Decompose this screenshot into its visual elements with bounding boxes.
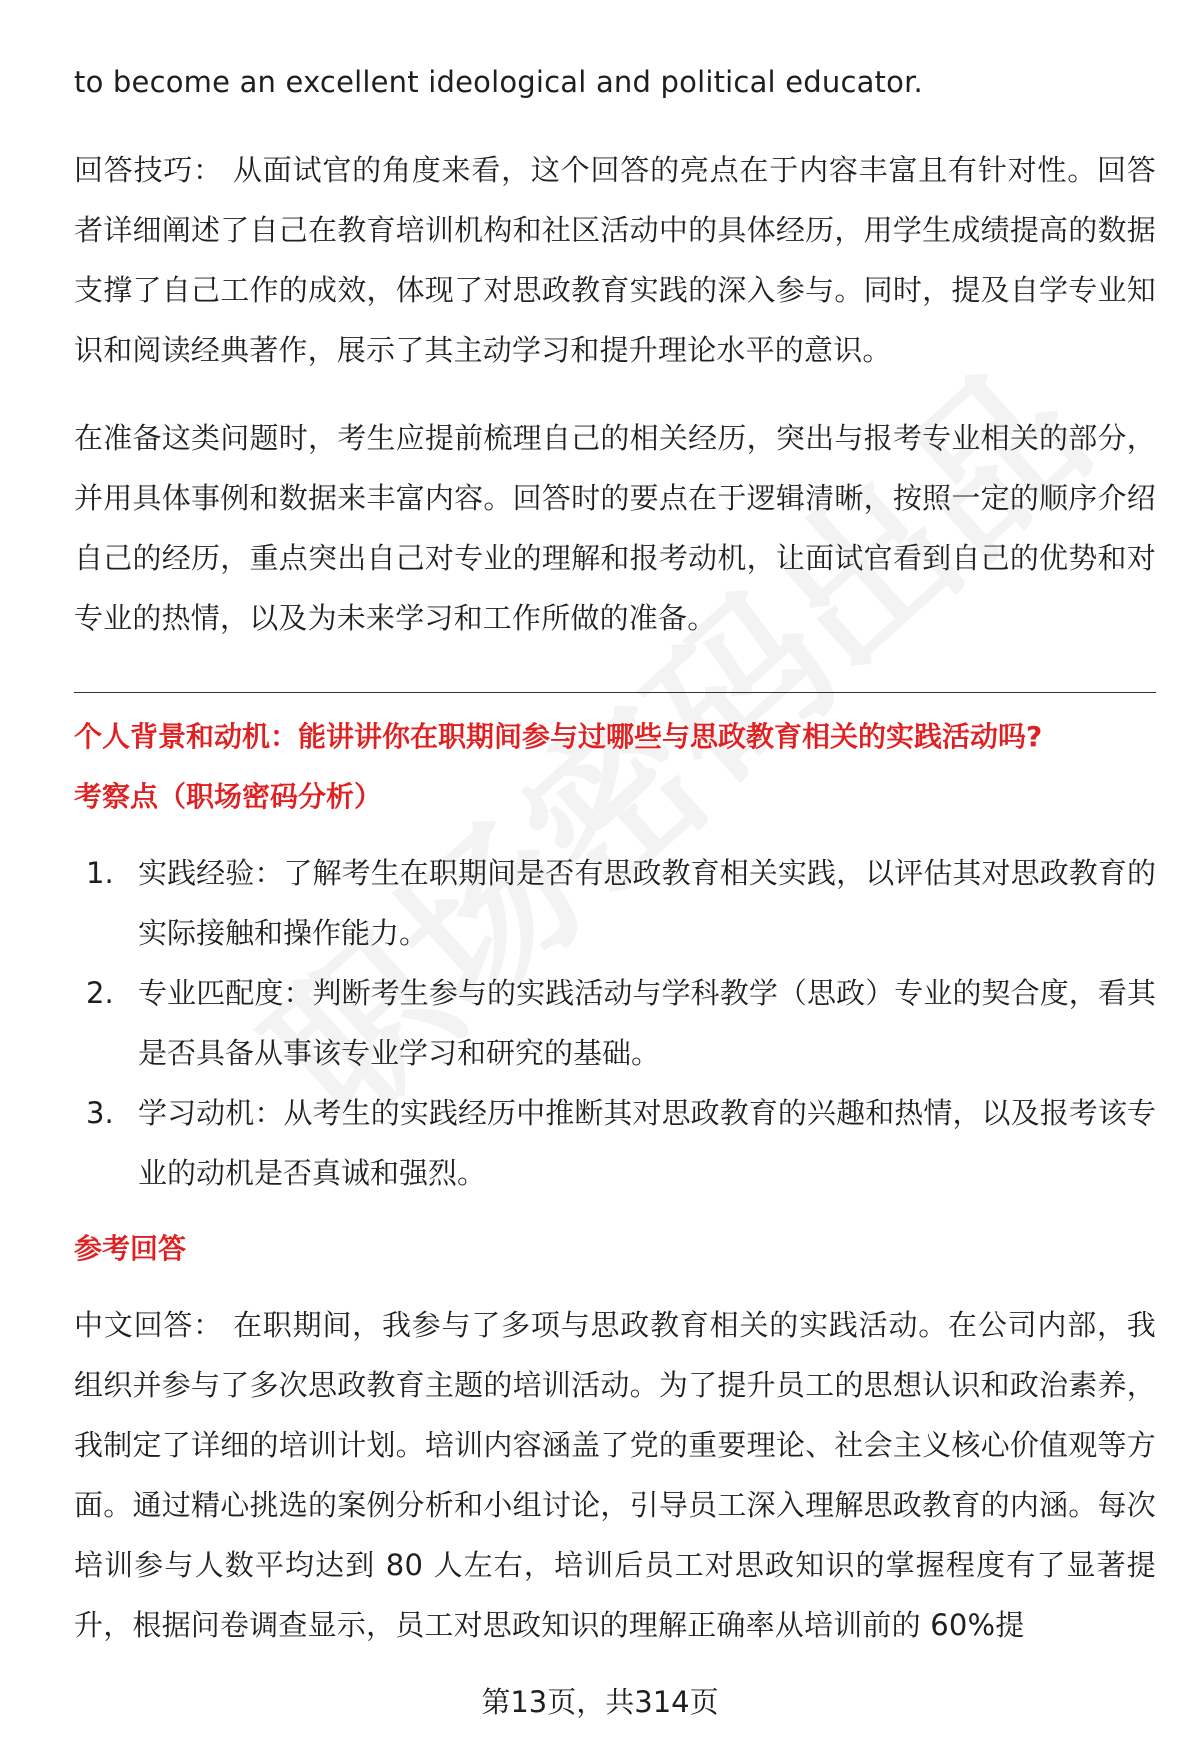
document-page (74, 52, 1156, 1655)
list-item (74, 1083, 1156, 1203)
list-item-text: 学习动机：从考生的实践经历中推断其对思政教育的兴趣和热情，以及报考该专业的动机是否真诚和强烈。 (138, 1096, 1156, 1190)
list-item (74, 843, 1156, 963)
page-number-footer: 第13页，共314页 (481, 1685, 719, 1719)
list-item-text: 专业匹配度：判断考生参与的实践活动与学科教学（思政）专业的契合度，看其是否具备从事该专业学习和研究的基础。 (138, 976, 1156, 1070)
list-item-number: 1. (86, 856, 114, 890)
answer-paragraph: 中文回答： 在职期间，我参与了多项与思政教育相关的实践活动。在公司内部，我组织并参与了多次思政教育主题的培训活动。为了提升员工的思想认识和政治素养，我制定了详细的培训计划。培训内容涵盖了党的重要理论、社会主义核心价值观等方面。通过精心挑选的案例分析和小组讨论，引导员工深入理解思政教育的内涵。每次培训参与人数平均达到 80 人左右，培训后员工对思政知识的掌握程度有了显著提升，根据问卷调查显示，员工对思政知识的理解正确率从培训前的 60%提 (74, 1308, 1156, 1642)
list-item-number: 3. (86, 1096, 114, 1130)
assessment-list (74, 843, 1156, 1203)
assessment-title: 考察点（职场密码分析） (74, 780, 383, 813)
list-item-number: 2. (86, 976, 114, 1010)
list-item-text: 实践经验：了解考生在职期间是否有思政教育相关实践，以评估其对思政教育的实际接触和操作能力。 (138, 856, 1156, 950)
list-item (74, 963, 1156, 1083)
reference-title: 参考回答 (74, 1232, 187, 1265)
tips-paragraph: 回答技巧： 从面试官的角度来看，这个回答的亮点在于内容丰富且有针对性。回答者详细阐述了自己在教育培训机构和社区活动中的具体经历，用学生成绩提高的数据支撑了自己工作的成效，体现了对思政教育实践的深入参与。同时，提及自学专业知识和阅读经典著作，展示了其主动学习和提升理论水平的意识。 (74, 153, 1156, 367)
prep-paragraph: 在准备这类问题时，考生应提前梳理自己的相关经历，突出与报考专业相关的部分，并用具体事例和数据来丰富内容。回答时的要点在于逻辑清晰，按照一定的顺序介绍自己的经历，重点突出自己对专业的理解和报考动机，让面试官看到自己的优势和对专业的热情，以及为未来学习和工作所做的准备。 (74, 421, 1156, 635)
intro-tail-text: to become an excellent ideological and political educator. (74, 65, 923, 99)
question-title: 个人背景和动机：能讲讲你在职期间参与过哪些与思政教育相关的实践活动吗? (74, 720, 1043, 753)
